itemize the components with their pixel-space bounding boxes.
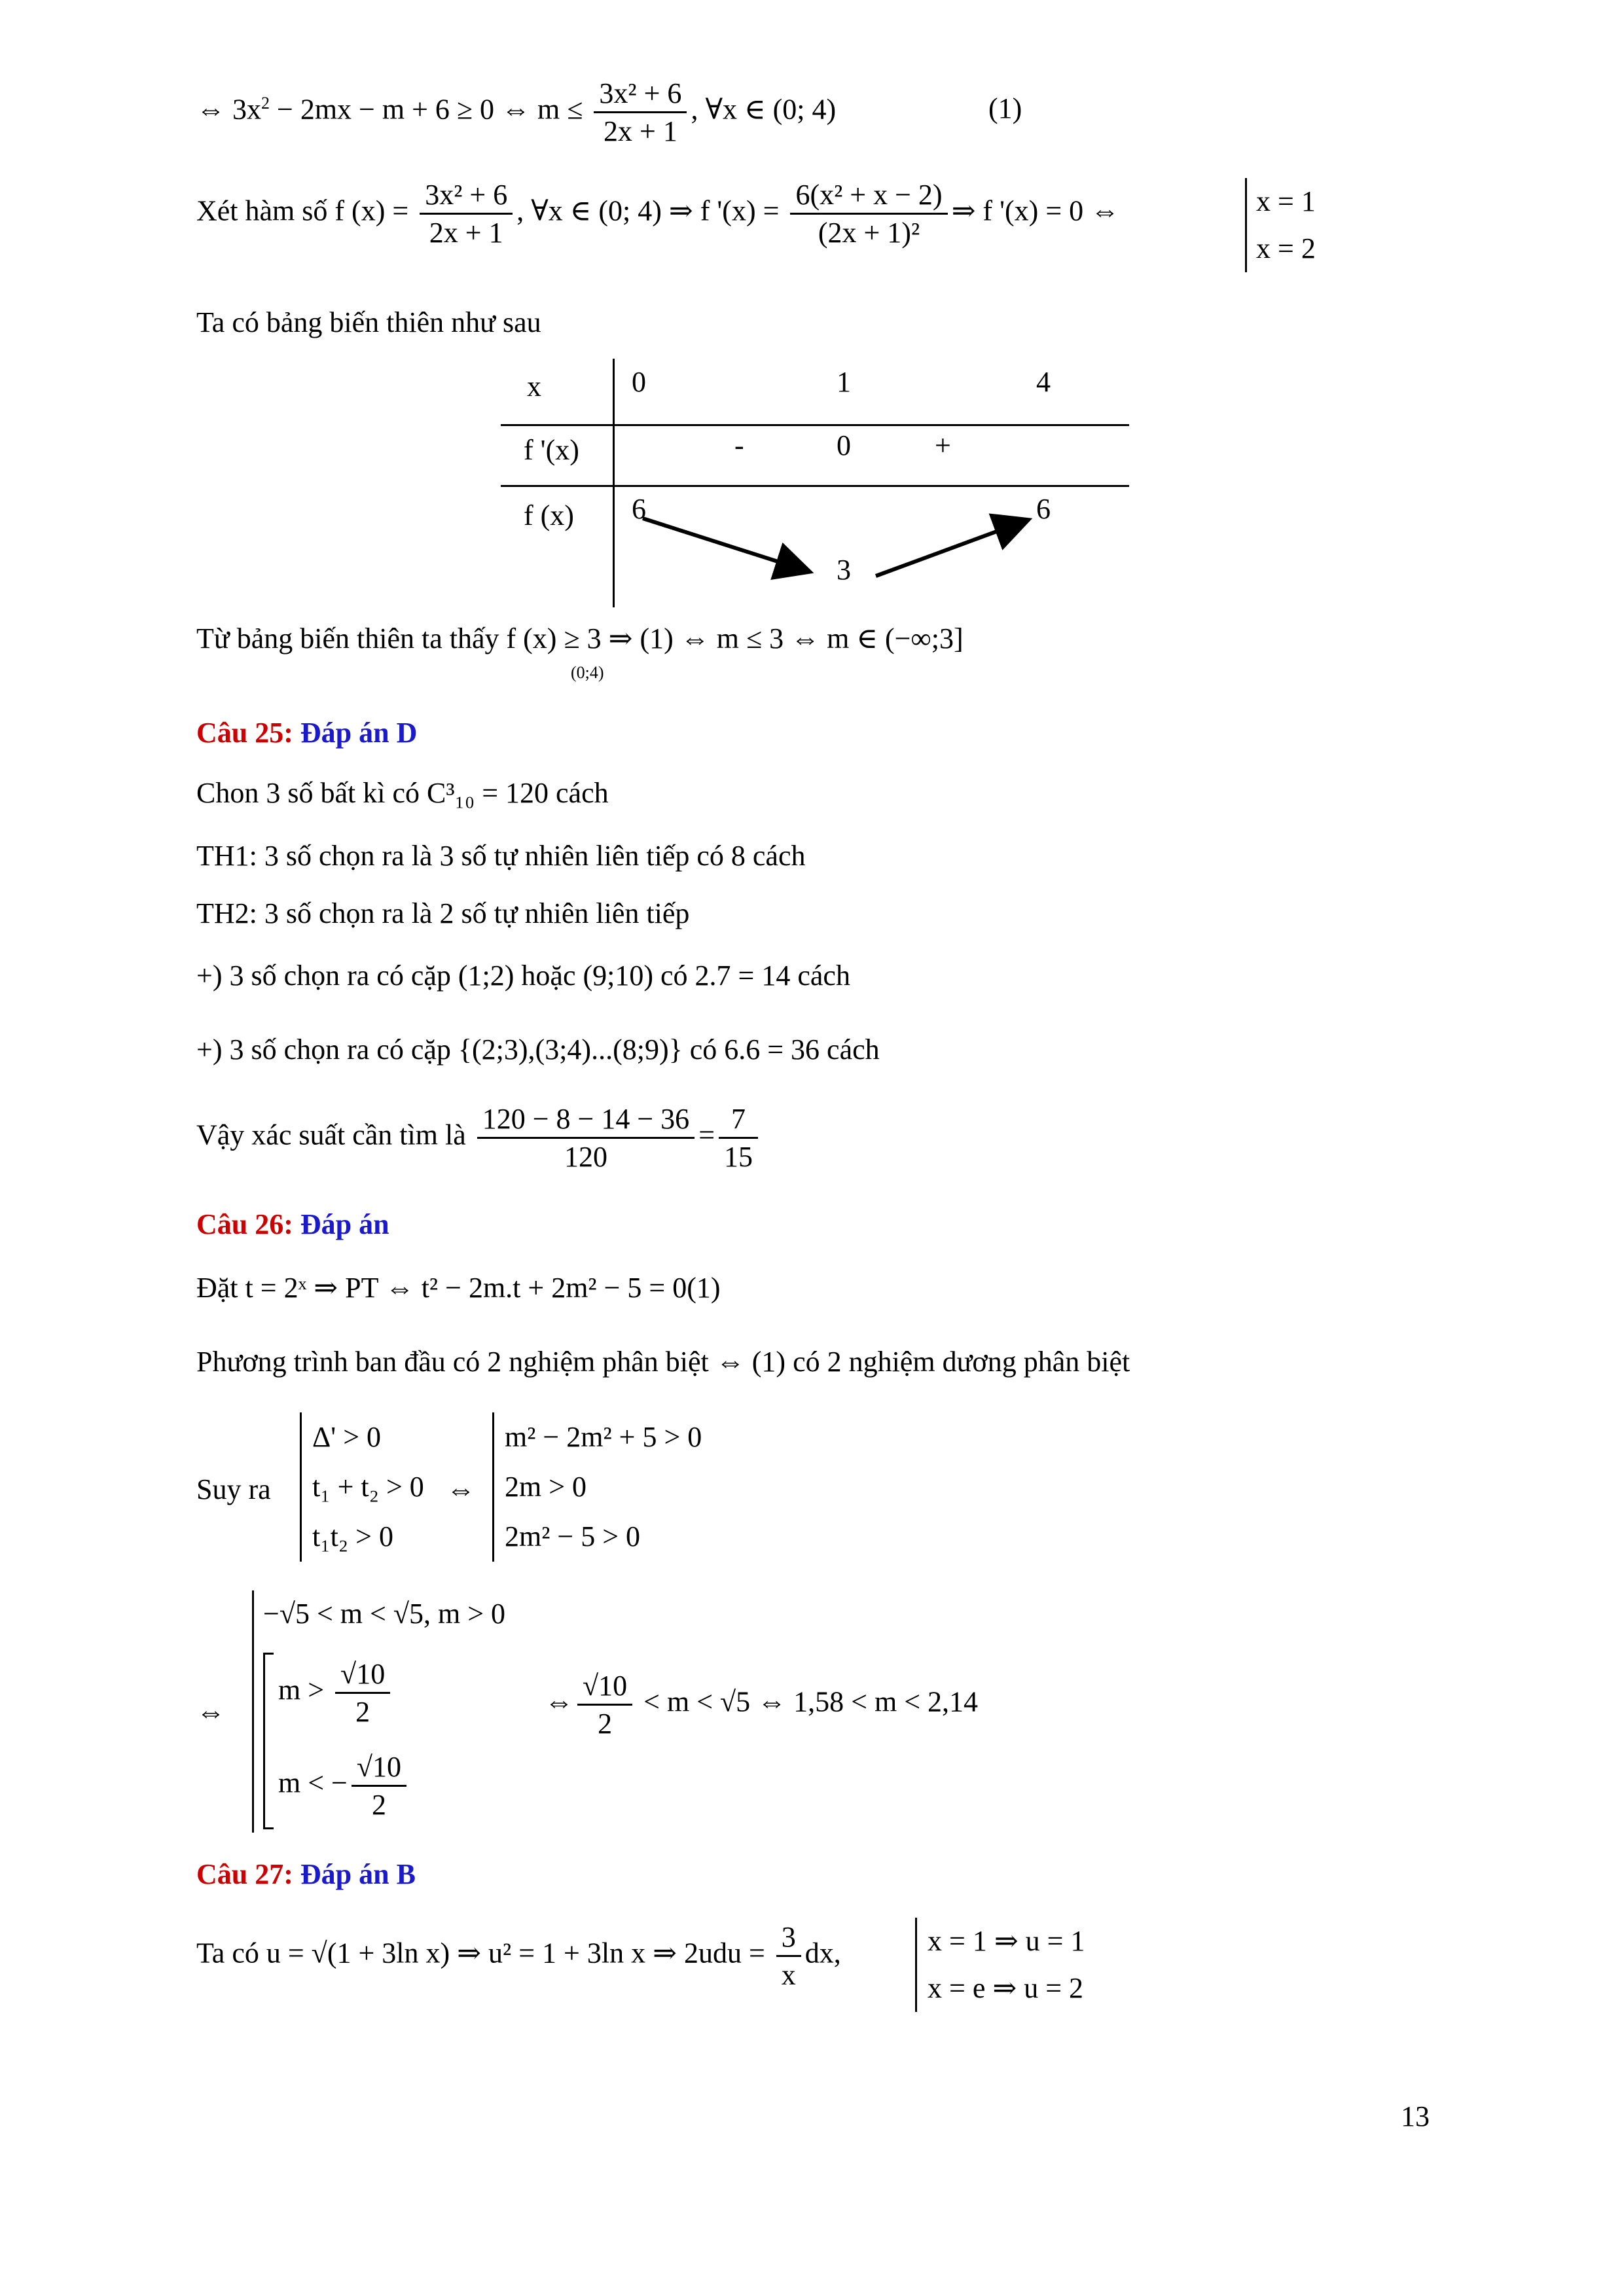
- q26-right-cond-2: 2m > 0: [505, 1471, 587, 1503]
- q25-line-3: TH2: 3 số chọn ra là 2 số tự nhiên liên tiếp: [196, 897, 690, 929]
- q26-case-brace: [252, 1590, 254, 1833]
- q25-result-fraction: [719, 1101, 758, 1175]
- q26-label: Câu 26:: [196, 1208, 293, 1240]
- q26-case-lt-numerator: √10: [352, 1749, 406, 1787]
- q26-equiv-1: ⇔: [446, 1473, 475, 1505]
- q25-probability: [196, 1101, 762, 1175]
- conclusion-line: Từ bảng biến thiên ta thấy f (x) ≥ 3 ⇒ (1) ⇔ m ≤ 3 ⇔ m ∈ (−∞;3]: [196, 622, 964, 655]
- q26-suy-ra: Suy ra: [196, 1473, 271, 1505]
- q25-prob-fraction: [477, 1101, 695, 1175]
- x-value-1: 1: [837, 366, 851, 398]
- derivative-numerator: 6(x² + x − 2): [790, 177, 947, 215]
- xet-prefix: Xét hàm số f (x) =: [196, 194, 416, 227]
- xet-numerator: 3x² + 6: [420, 177, 513, 215]
- row-label-function: f (x): [524, 499, 574, 531]
- q26-case-lt-text: m < −: [278, 1767, 348, 1799]
- q25-line-5: +) 3 số chọn ra có cặp {(2;3),(3;4)...(8;9)} có 6.6 = 36 cách: [196, 1033, 880, 1066]
- row-label-derivative: f '(x): [524, 434, 579, 466]
- q26-left-cond-1: Δ' > 0: [312, 1421, 382, 1453]
- q27-line: [196, 1919, 841, 1993]
- q27-cond-2: x = e ⇒ u = 2: [928, 1972, 1084, 2004]
- q25-result-numerator: 7: [719, 1101, 758, 1139]
- q26-system-right: [492, 1412, 702, 1562]
- eq1-part-b: − 2mx − m + 6 ≥ 0 ⇔ m ≤: [270, 93, 590, 126]
- q26-final-numerator: √10: [577, 1668, 632, 1706]
- derivative-sign-minus: -: [734, 429, 744, 461]
- q26-system-left: [300, 1412, 424, 1562]
- q26-case-gt-text: m >: [278, 1674, 332, 1706]
- q26-equiv-2: ⇔: [196, 1696, 225, 1728]
- f-value-end: 6: [1036, 493, 1051, 525]
- q25-line-4: +) 3 số chọn ra có cặp (1;2) hoặc (9;10) có 2.7 = 14 cách: [196, 960, 850, 992]
- derivative-zero: 0: [837, 429, 851, 461]
- q25-prob-equals: =: [698, 1119, 715, 1151]
- eq1-denominator: 2x + 1: [604, 115, 677, 147]
- q27-cond-1: x = 1 ⇒ u = 1: [928, 1925, 1085, 1957]
- q26-case-gt: [278, 1656, 394, 1730]
- eq1-numerator: 3x² + 6: [594, 75, 687, 113]
- xet-denominator: 2x + 1: [429, 217, 503, 249]
- derivative-denominator: (2x + 1)²: [818, 217, 920, 249]
- q27-system: [915, 1918, 1085, 2012]
- q26-case-lt-denominator: 2: [371, 1789, 386, 1821]
- eq1-part-a: ⇔ 3x: [196, 93, 261, 126]
- q26-case-bracket-bottom: [263, 1827, 274, 1829]
- increasing-arrow: [876, 521, 1025, 576]
- root-1: x = 1: [1256, 185, 1316, 217]
- x-value-0: 0: [632, 366, 646, 398]
- q27-fraction: [776, 1919, 801, 1993]
- q25-prob-prefix: Vậy xác suất cần tìm là: [196, 1119, 473, 1151]
- q25-heading: [196, 716, 417, 751]
- decreasing-arrow: [643, 518, 806, 571]
- q25-line-1: Chon 3 số bất kì có C³₁₀ = 120 cách: [196, 777, 609, 809]
- q26-case-top: −√5 < m < √5, m > 0: [263, 1598, 506, 1630]
- q25-line-2: TH1: 3 số chọn ra là 3 số tự nhiên liên tiếp có 8 cách: [196, 840, 806, 872]
- row-label-x: x: [527, 370, 541, 403]
- q26-case-bracket: [263, 1653, 265, 1829]
- equation-tag-1: (1): [988, 92, 1022, 124]
- q26-right-cond-3: 2m² − 5 > 0: [505, 1520, 641, 1552]
- q26-case-gt-denominator: 2: [355, 1696, 370, 1728]
- eq1-part-c: , ∀x ∈ (0; 4): [691, 93, 837, 126]
- q27-numerator: 3: [776, 1919, 801, 1957]
- table-caption: Ta có bảng biến thiên như sau: [196, 306, 541, 338]
- page-number: 13: [1401, 2100, 1430, 2132]
- conclusion-subscript: (0;4): [571, 663, 604, 682]
- q26-final-denominator: 2: [598, 1708, 613, 1740]
- q27-heading: [196, 1857, 416, 1892]
- q26-answer: Đáp án: [300, 1208, 389, 1240]
- f-value-start: 6: [632, 493, 646, 525]
- derivative-tail: ⇒ f '(x) = 0 ⇔: [951, 194, 1120, 227]
- q25-label: Câu 25:: [196, 717, 293, 749]
- derivative-sign-plus: +: [935, 429, 951, 461]
- q26-left-cond-3: t₁t₂ > 0: [312, 1520, 393, 1552]
- q26-case-lt: [278, 1749, 410, 1823]
- xet-mid: , ∀x ∈ (0; 4) ⇒ f '(x) =: [516, 194, 787, 227]
- q25-result-denominator: 15: [724, 1141, 753, 1173]
- q26-right-cond-1: m² − 2m² + 5 > 0: [505, 1421, 702, 1453]
- q26-final-fraction: [577, 1668, 632, 1742]
- q25-prob-numerator: 120 − 8 − 14 − 36: [477, 1101, 695, 1139]
- equation-line-1: ⇔ $3x^2 - 2mx - m + 6 \ge 0$ ⇔ m ≤ $\frac{\text{3x² + 6}}{2x + 1}$ , ∀x ∈ (0; 4): [196, 75, 836, 149]
- q26-final: [545, 1668, 978, 1742]
- q26-final-equiv: ⇔: [545, 1685, 573, 1718]
- q27-answer: Đáp án B: [300, 1858, 416, 1890]
- q26-case-bracket-top: [263, 1653, 274, 1655]
- q26-line-1: Đặt t = 2ˣ ⇒ PT ⇔ t² − 2m.t + 2m² − 5 = 0(1): [196, 1272, 721, 1304]
- q26-left-cond-2: t₁ + t₂ > 0: [312, 1471, 424, 1503]
- q27-denominator: x: [781, 1959, 796, 1991]
- root-2: x = 2: [1256, 232, 1316, 264]
- f-value-min: 3: [837, 554, 851, 586]
- q26-line-2: Phương trình ban đầu có 2 nghiệm phân biệt ⇔ (1) có 2 nghiệm dương phân biệt: [196, 1346, 1130, 1378]
- q25-prob-denominator: 120: [564, 1141, 607, 1173]
- q25-answer: Đáp án D: [300, 717, 418, 749]
- x-value-2: 4: [1036, 366, 1051, 398]
- q26-case-gt-fraction: [335, 1656, 390, 1730]
- q26-case-gt-numerator: √10: [335, 1656, 390, 1694]
- q27-mid: dx,: [804, 1937, 841, 1969]
- q27-prefix: Ta có u = √(1 + 3ln x) ⇒ u² = 1 + 3ln x ⇒ 2udu =: [196, 1937, 772, 1969]
- q26-final-tail: < m < √5 ⇔ 1,58 < m < 2,14: [636, 1685, 979, 1718]
- q26-case-lt-fraction: [352, 1749, 406, 1823]
- q26-heading: [196, 1208, 389, 1242]
- q27-label: Câu 27:: [196, 1858, 293, 1890]
